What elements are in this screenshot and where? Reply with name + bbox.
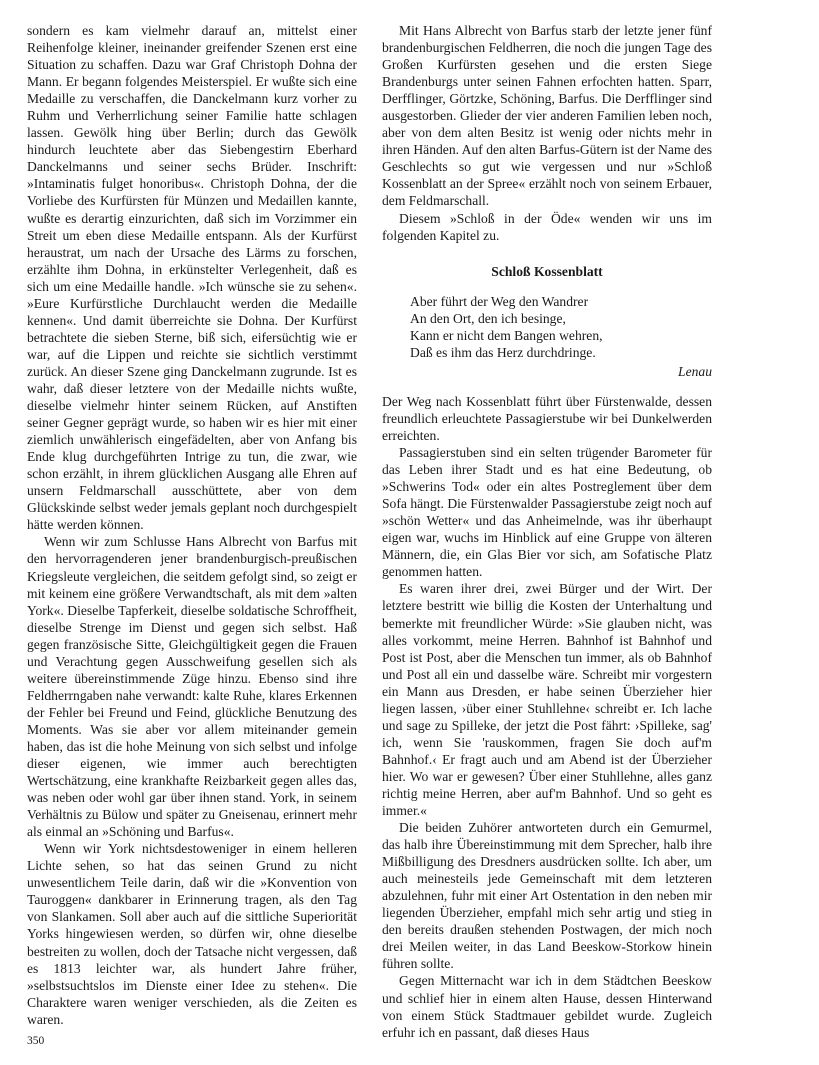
paragraph: Die beiden Zuhörer antworteten durch ein Gemurmel, das halb ihre Übereinstimmung mit dem Sprecher, halb ihre Mißbilligung des Dresdners ausdrücken sollte. Ich aber, um auch meinesteils jede Gemeinschaft mit dem letzteren abzulehnen, fuhr mit einer Art Ostentation in den neben mir liegenden Überzieher, empfahl mich sehr artig und stieg in den bereits draußen stehenden Postwagen, der mich noch drei Meilen weiter, in das Land Beeskow-Storkow hinein führen sollte. bbox=[382, 820, 712, 972]
epigraph-poem bbox=[410, 293, 712, 361]
paragraph: sondern es kam vielmehr darauf an, mittelst einer Reihenfolge kleiner, ineinander greifender Szenen erst eine Situation zu schaffen. Dazu war Graf Christoph Dohna der Mann. Er begann folgendes Meisterspiel. Er wußte sich eine Medaille zu verschaffen, die Danckelmann kurz vorher zu Ruhm und Verherrlichung seiner Familie hatte schlagen lassen. Gewölk hing über Berlin; durch das Gewölk hindurch leuchtete aber das Siebengestirn Eberhard Danckelmanns und seiner sechs Brüder. Inschrift: »Intaminatis fulget honoribus«. Christoph Dohna, der die Vorliebe des Kurfürsten für Münzen und Medaillen kannte, wußte es derartig einzurichten, daß sich im Vorzimmer ein Streit um eben diese Medaille entspann. Als der Kurfürst heraustrat, um nach der Ursache des Lärms zu forschen, erzählte ihm Dohna, in erkünstelter Verlegenheit, daß es sich um eine Medaille handle. »Ich wünsche sie zu sehen«. »Eure Kurfürstliche Durchlaucht werden die Medaille kennen«. Und damit überreichte sie Dohna. Der Kurfürst betrachtete die sieben Sterne, biß sich, eifersüchtig wie er war, auf die Lippen und reichte sie sichtlich verstimmt zurück. An dieser Szene ging Danckelmann zugrunde. Ist es wahr, daß dieser letztere von der Medaille nichts wußte, dieselbe vielmehr hinter seinem Rücken, auf Anstiften seiner Gegner geprägt wurde, so haben wir es hier mit einer ziemlich unwählerisch eingefädelten, aber von Anfang bis Ende klug durchgeführten Intrige zu tun, die zwar, wie schon erzählt, in ihrem glücklichen Ausgang alle Ehren auf unsern Feldmarschall ausschüttete, aber von dem Glückskinde selbst weder jemals geplant noch durchgespielt hätte werden können. bbox=[27, 23, 357, 533]
left-column bbox=[27, 22, 357, 1028]
paragraph: Wenn wir York nichtsdestoweniger in einem helleren Lichte sehen, so hat das seinen Grund zu nicht unwesentlichem Teile darin, daß wir die »Konvention von Tauroggen« dankbarer in Erinnerung tragen, als den Tag von Slankamen. Soll aber auch auf die sittliche Superiorität Yorks hingewiesen werden, so dürfen wir, ohne dieselbe bestreiten zu wollen, doch der Tatsache nicht vergessen, daß es 1813 leichter war, als hundert Jahre früher, »selbstsuchtslos im Dienste einer Idee zu stehen«. Die Charaktere waren weniger verschieden, als die Zeiten es waren. bbox=[27, 841, 357, 1027]
poem-attribution: Lenau bbox=[678, 363, 712, 379]
poem-line: An den Ort, den ich besinge, bbox=[410, 310, 566, 326]
poem-line: Daß es ihm das Herz durchdringe. bbox=[410, 344, 596, 360]
poem-line: Kann er nicht dem Bangen wehren, bbox=[410, 327, 603, 343]
paragraph: Es waren ihrer drei, zwei Bürger und der Wirt. Der letztere bestritt wie billig die Kosten der Unterhaltung und bemerkte mit freundlicher Würde: »Sie glauben nicht, was alles vorkommt, meine Herren. Bahnhof ist Bahnhof und Post ist Post, aber die Menschen tun immer, als ob Bahnhof und Post all ein und dasselbe wäre. Schreibt mir vorgestern ein Mann aus Dresden, er habe seinen Überzieher hier liegen lassen, ›über einer Stuhllehne‹ schreibt er. Ich lache und sage zu Spilleke, der jetzt die Post fährt: ›Spilleke, sag' ich, wenn Sie 'rauskommen, fragen Sie doch auf'm Bahnhof.‹ Er fragt auch und am Abend ist der Überzieher hier. Wo war er gewesen? Über einer Stuhllehne, alles ganz richtig meine Herren, aber auf'm Bahnhof. Und so geht es immer.« bbox=[382, 581, 712, 819]
right-column bbox=[382, 22, 712, 1041]
page-number: 350 bbox=[27, 1035, 45, 1047]
poem-line: Aber führt der Weg den Wandrer bbox=[410, 293, 589, 309]
paragraph: Passagierstuben sind ein selten trügender Barometer für das Leben ihrer Stadt und es hat eine Bedeutung, ob »Schwerins Tod« oder ein altes Postreglement über dem Sofa hängt. Die Fürstenwalder Passagierstube zeigt noch auf »schön Wetter« und das Anheimelnde, was ihr überhaupt eigen war, wuchs im Hinblick auf eine Gruppe von älteren Männern, die, ein Glas Bier vor sich, am Sofatische Platz genommen hatten. bbox=[382, 445, 712, 580]
paragraph: Diesem »Schloß in der Öde« wenden wir uns im folgenden Kapitel zu. bbox=[382, 210, 712, 243]
section-heading: Schloß Kossenblatt bbox=[491, 263, 603, 279]
paragraph: Mit Hans Albrecht von Barfus starb der letzte jener fünf brandenburgischen Feldherren, die noch die jungen Tage des Großen Kurfürsten gesehen und die ersten Siege Brandenburgs unter seinen Fahnen erfochten hatten. Sparr, Derfflinger, Görtzke, Schöning, Barfus. Die Derfflinger sind ausgestorben. Glieder der vier anderen Familien leben noch, aber von dem alten Besitz ist wenig oder nichts mehr in ihren Händen. Auf den alten Barfus-Gütern ist der Name des Geschlechts so gut wie vergessen und nur »Schloß Kossenblatt an der Spree« erzählt noch von seinem Erbauer, dem Feldmarschall. bbox=[382, 23, 712, 209]
paragraph: Gegen Mitternacht war ich in dem Städtchen Beeskow und schlief hier in einem alten Hause, dessen Hinterwand von einem Stück Stadtmauer gebildet wurde. Zugleich erfuhr ich en passant, daß dieses Haus bbox=[382, 973, 712, 1040]
paragraph: Der Weg nach Kossenblatt führt über Fürstenwalde, dessen freundlich erleuchtete Passagierstube wir bei Dunkelwerden erreichten. bbox=[382, 393, 712, 443]
paragraph: Wenn wir zum Schlusse Hans Albrecht von Barfus mit den hervorragenderen jener brandenburgisch-preußischen Kriegsleute vergleichen, die seitdem gefolgt sind, so zeigt er mit keinem eine größere Verwandtschaft, als mit dem »alten York«. Dieselbe Tapferkeit, dieselbe soldatische Schroffheit, dieselbe Strenge im Dienst und gegen sich selbst. Haß gegen französische Sitte, Gleichgültigkeit gegen die Frauen und Verachtung gegen Ausschweifung gesellen sich als weitere übereinstimmende Züge hinzu. Ebenso sind ihre Feldherrngaben nahe verwandt: kalte Ruhe, klares Erkennen der Fehler bei Freund und Feind, glückliche Benutzung des Moments. Was sie aber vor allem miteinander gemein haben, das ist die hohe Meinung von sich selbst und infolge dieser eigenen, wie immer auch berechtigten Wertschätzung, eine krankhafte Reizbarkeit gegen alles das, was neben oder wohl gar über ihnen stand. York, in seinem Verhältnis zu Bülow und später zu Gneisenau, erinnert mehr als einmal an »Schöning und Barfus«. bbox=[27, 534, 357, 840]
